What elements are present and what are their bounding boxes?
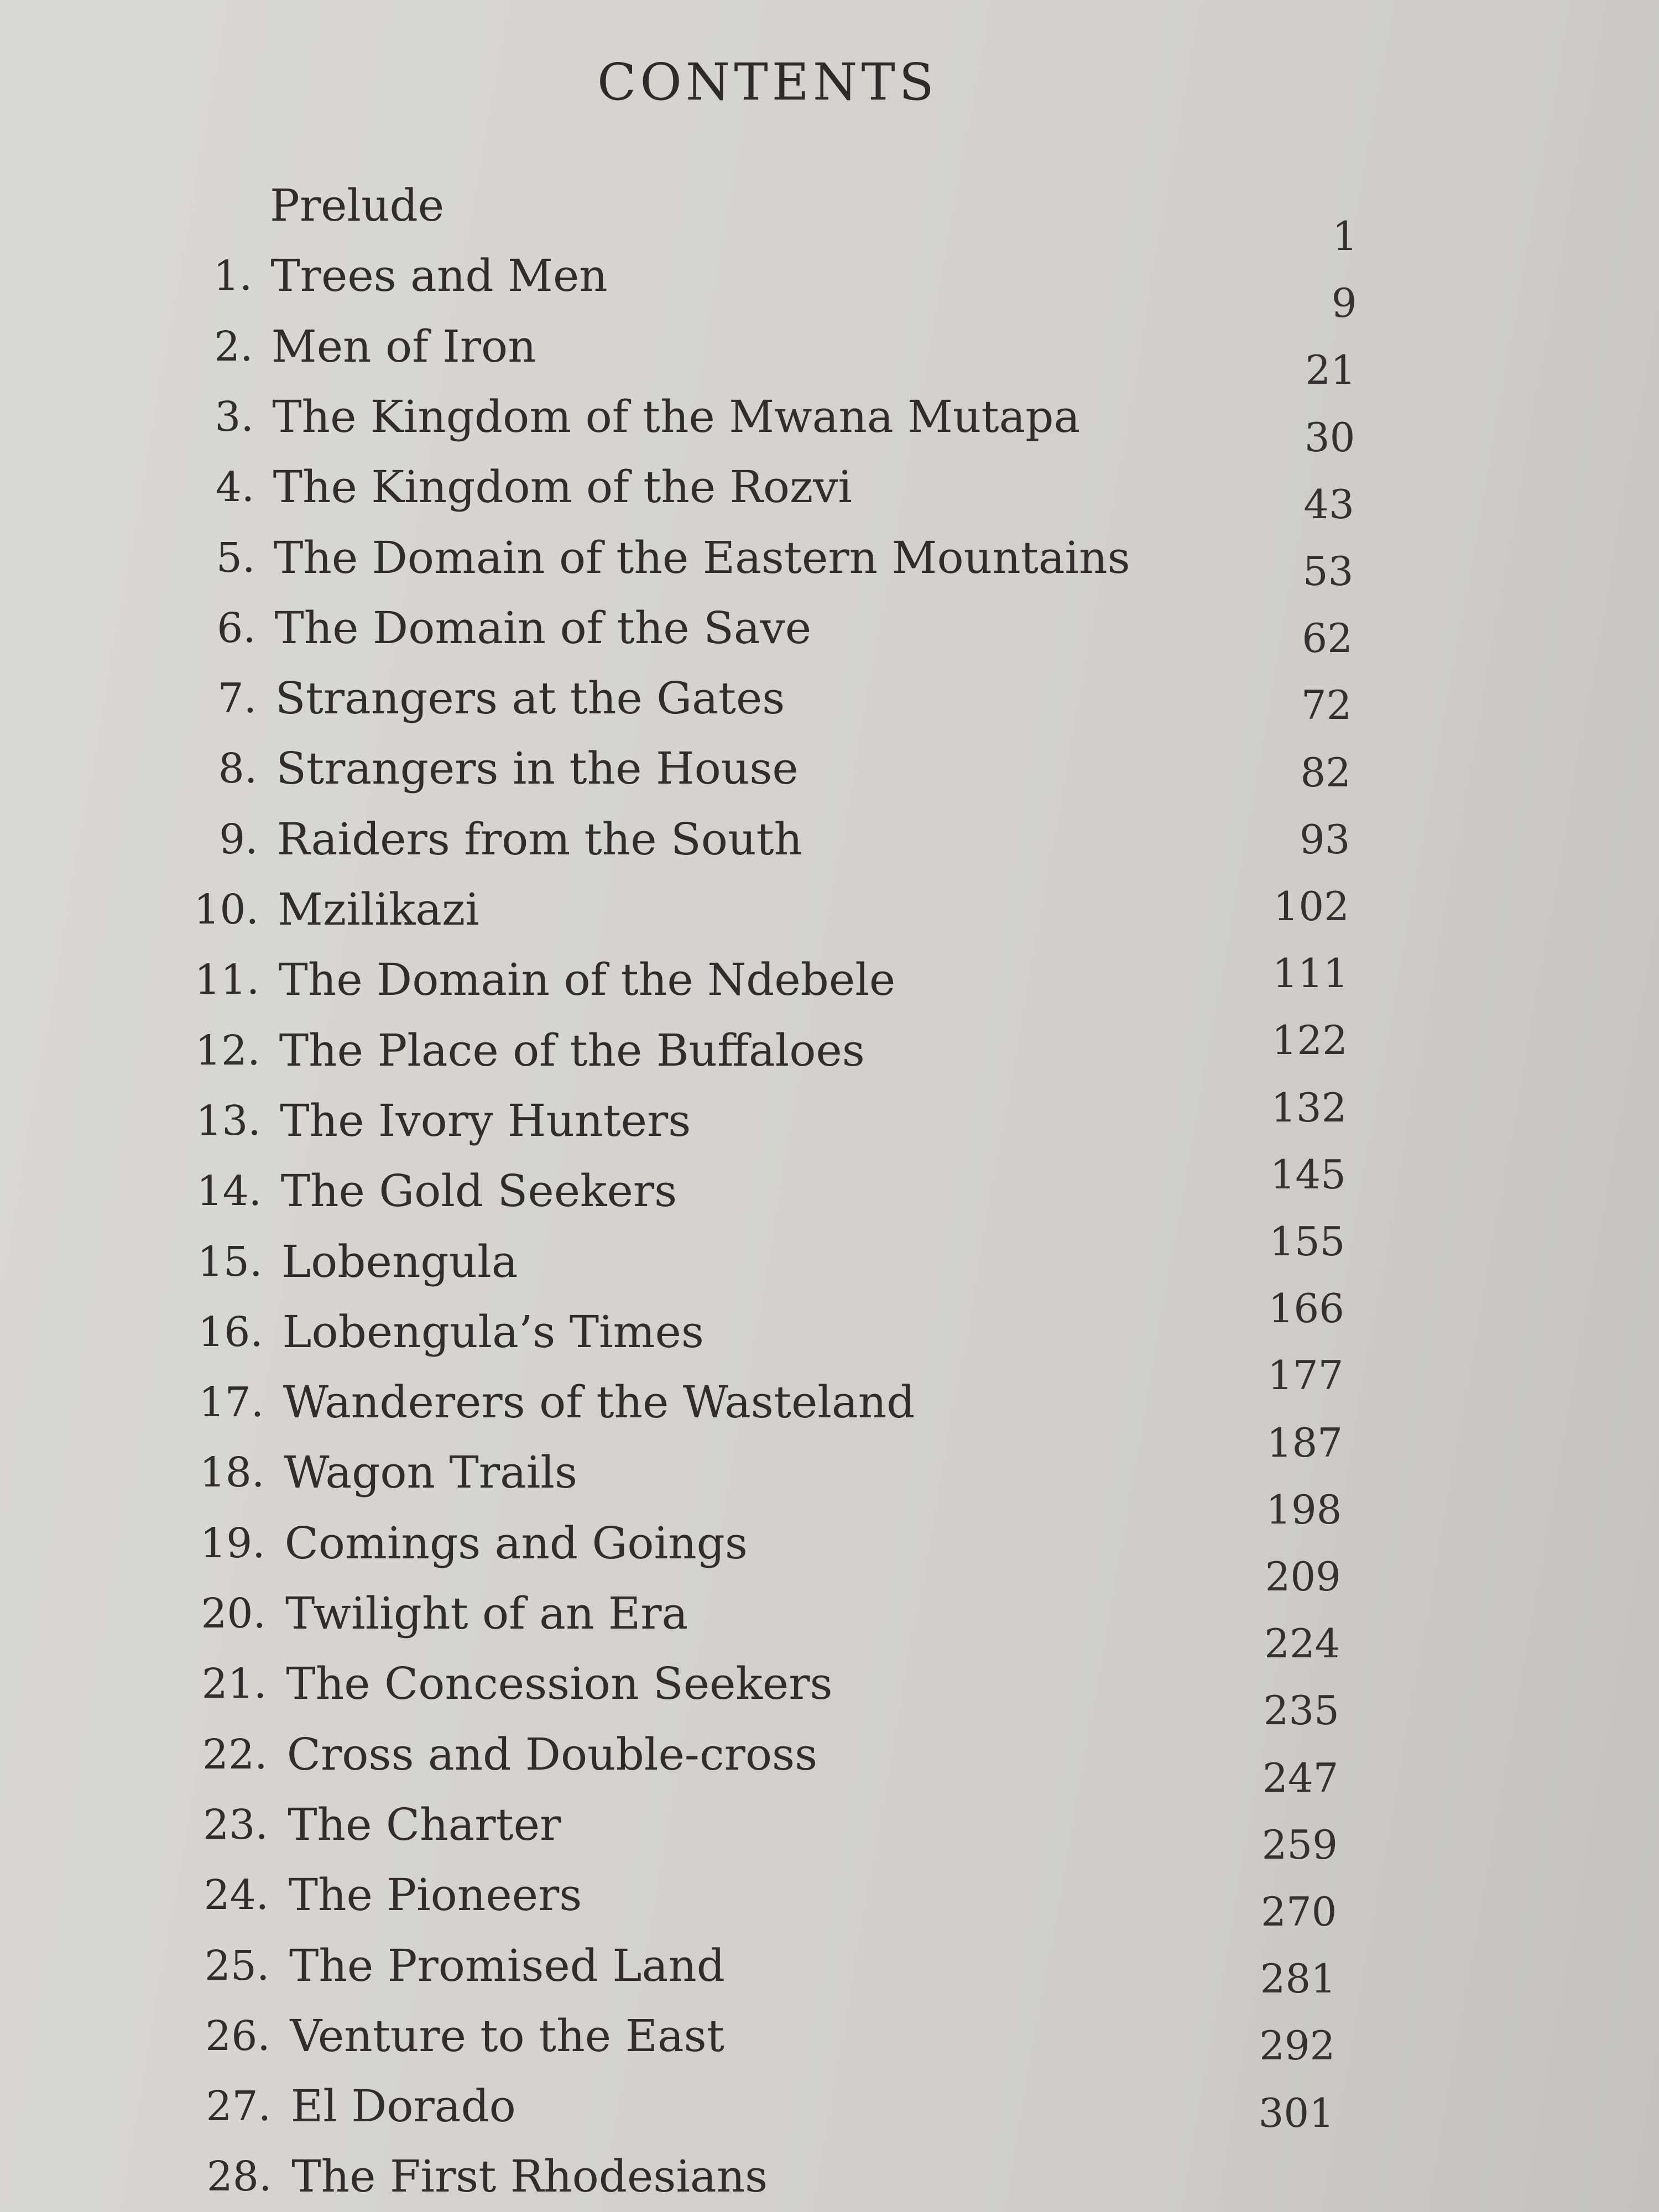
chapter-title: Wagon Trails — [284, 1447, 578, 1499]
chapter-title: The Promised Land — [289, 1939, 725, 1991]
page-number: 132 — [1271, 1084, 1347, 1131]
chapter-number: 21. — [201, 1660, 267, 1708]
chapter-title: Strangers at the Gates — [275, 672, 785, 724]
chapter-number: 13. — [196, 1097, 261, 1145]
chapter-number: 18. — [199, 1449, 265, 1497]
chapter-title: The Domain of the Eastern Mountains — [274, 531, 1130, 583]
chapter-title: The Domain of the Save — [274, 602, 812, 654]
chapter-title: The Kingdom of the Rozvi — [273, 461, 852, 513]
chapter-number: 2. — [213, 322, 253, 371]
page-number: 122 — [1271, 1017, 1348, 1064]
chapter-number: 23. — [203, 1801, 268, 1849]
chapter-title: The Charter — [288, 1798, 561, 1850]
chapter-number: 1. — [213, 252, 253, 300]
chapter-number: 8. — [218, 745, 258, 793]
chapter-number: 9. — [219, 815, 258, 863]
chapter-number: 27. — [206, 2083, 272, 2131]
page-number: 82 — [1300, 749, 1351, 796]
chapter-number: 14. — [196, 1167, 262, 1215]
page-number: 235 — [1263, 1687, 1339, 1734]
chapter-title: Trees and Men — [270, 250, 608, 302]
page-number: 53 — [1302, 548, 1354, 594]
chapter-number: 25. — [204, 1942, 270, 1990]
page-number: 247 — [1262, 1754, 1339, 1801]
page-number: 72 — [1301, 682, 1352, 729]
page-number: 224 — [1264, 1620, 1340, 1667]
chapter-number: 24. — [204, 1871, 269, 1919]
chapter-number: 15. — [197, 1238, 263, 1286]
page-number: 30 — [1304, 414, 1355, 461]
chapter-number: 26. — [205, 2012, 270, 2060]
chapter-title: Lobengula — [281, 1235, 518, 1287]
page-number: 292 — [1259, 2022, 1335, 2069]
chapter-title: Cross and Double-cross — [286, 1728, 818, 1780]
chapter-title: Twilight of an Era — [285, 1588, 688, 1639]
chapter-number: 12. — [195, 1026, 260, 1074]
chapter-number: 10. — [194, 886, 259, 933]
chapter-number: 7. — [217, 675, 257, 723]
chapter-title: The Pioneers — [288, 1869, 582, 1921]
page-number: 21 — [1305, 347, 1356, 394]
page-number: 281 — [1260, 1955, 1336, 2002]
page-number: 1 — [1332, 213, 1358, 259]
chapter-number: 28. — [206, 2153, 272, 2201]
page-number: 43 — [1303, 481, 1354, 528]
chapter-number: 17. — [199, 1379, 264, 1427]
chapter-title: Strangers in the House — [276, 743, 799, 795]
chapter-title: The Kingdom of the Mwana Mutapa — [272, 390, 1081, 442]
chapter-title: The Concession Seekers — [286, 1658, 833, 1710]
chapter-title: Mzilikazi — [278, 884, 479, 935]
page-number: 9 — [1331, 280, 1357, 327]
page-number: 259 — [1261, 1821, 1338, 1868]
chapter-number: 19. — [200, 1519, 265, 1567]
page-number: 177 — [1267, 1352, 1344, 1399]
chapter-title: Venture to the East — [290, 2010, 724, 2062]
chapter-title: Comings and Goings — [284, 1517, 748, 1569]
page-number: 270 — [1261, 1888, 1337, 1935]
chapter-number: 22. — [202, 1730, 268, 1778]
page-number: 187 — [1266, 1419, 1343, 1466]
chapter-number: 16. — [198, 1308, 263, 1356]
chapter-title: Men of Iron — [271, 320, 536, 372]
contents-heading: CONTENTS — [597, 53, 938, 112]
chapter-title: Lobengula’s Times — [282, 1306, 704, 1358]
chapter-number: 20. — [201, 1590, 266, 1637]
page-number: 301 — [1258, 2089, 1334, 2136]
page-number: 209 — [1265, 1553, 1341, 1600]
chapter-number: 4. — [215, 463, 255, 512]
page-number: 166 — [1268, 1285, 1344, 1332]
chapter-title: The Domain of the Ndebele — [278, 954, 896, 1006]
chapter-number: 5. — [216, 534, 255, 582]
chapter-title: The Gold Seekers — [280, 1165, 677, 1217]
page-number: 198 — [1266, 1486, 1342, 1533]
page-number: 62 — [1302, 615, 1353, 662]
prelude-title: Prelude — [270, 180, 445, 231]
page-number: 155 — [1269, 1218, 1345, 1265]
chapter-title: El Dorado — [290, 2080, 516, 2132]
page-number: 93 — [1299, 816, 1350, 863]
chapter-number: 6. — [217, 604, 256, 652]
chapter-number: 11. — [194, 956, 260, 1004]
chapter-title: The Place of the Buffaloes — [279, 1024, 865, 1076]
chapter-number: 3. — [215, 393, 254, 441]
chapter-title: The First Rhodesians — [291, 2151, 768, 2203]
chapter-title: Wanderers of the Wasteland — [283, 1376, 915, 1428]
page-number: 145 — [1270, 1151, 1346, 1198]
chapter-title: Raiders from the South — [276, 813, 803, 865]
page-number: 111 — [1272, 950, 1349, 997]
chapter-title: The Ivory Hunters — [280, 1094, 691, 1146]
page-number: 102 — [1273, 883, 1349, 930]
